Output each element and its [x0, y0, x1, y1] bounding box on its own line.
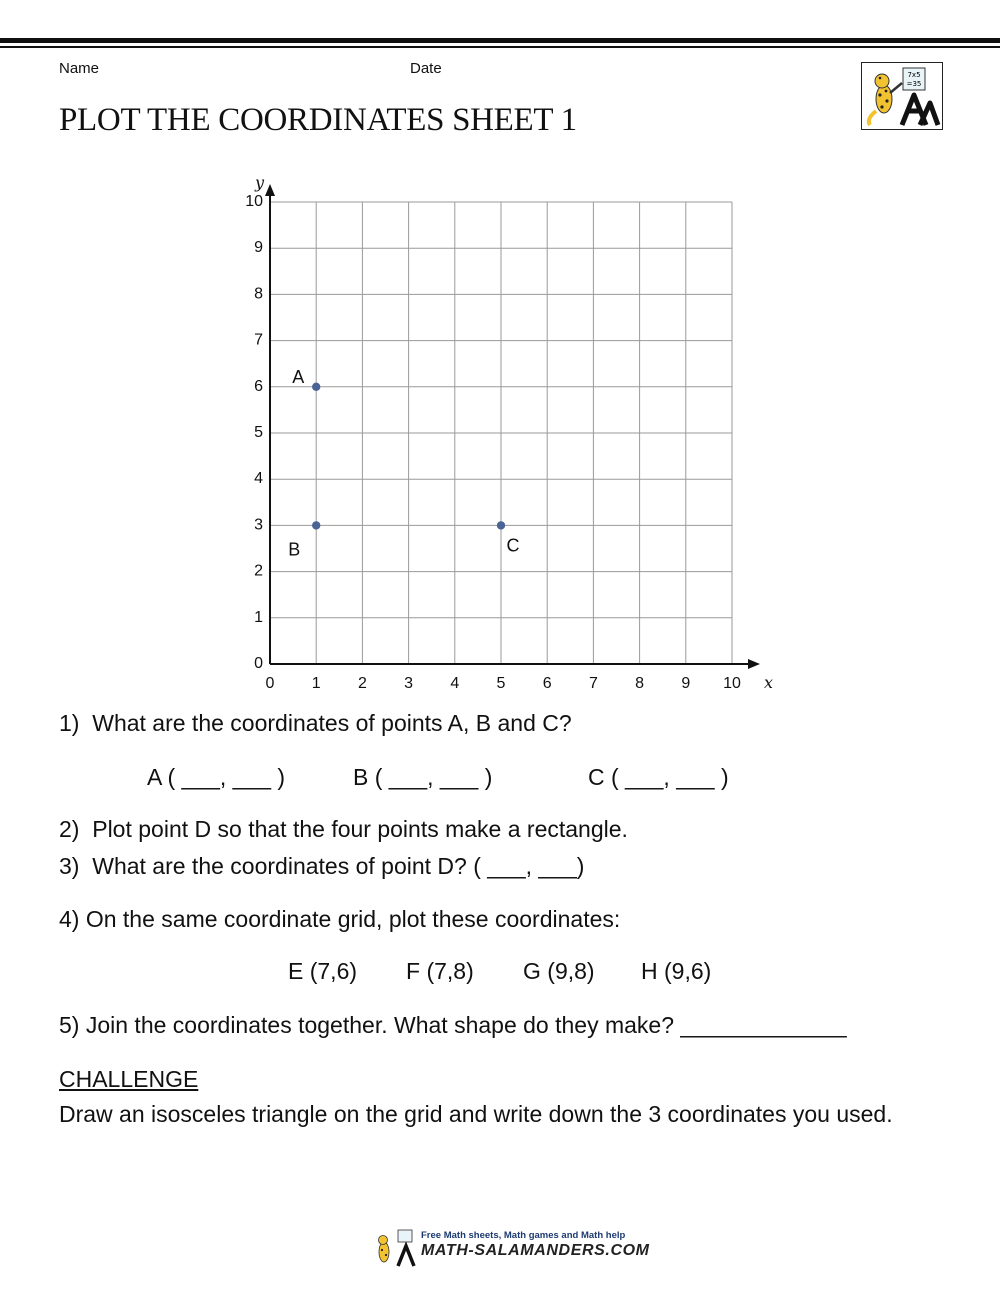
x-tick-label: 6: [542, 675, 552, 692]
answer-b: B ( ___, ___ ): [353, 764, 493, 790]
footer-salamander-icon: [372, 1228, 420, 1268]
y-tick-label: 5: [254, 424, 263, 441]
name-label: Name: [59, 60, 100, 77]
y-tick-label: 1: [254, 608, 263, 626]
question-5: 5) Join the coordinates together. What shape do they make? _____________: [59, 1012, 847, 1038]
footer-brand: MATH-SALAMANDERS.COM: [421, 1242, 650, 1259]
x-tick-label: 8: [635, 675, 645, 692]
footer-tagline: Free Math sheets, Math games and Math help: [421, 1230, 626, 1241]
plotted-points: [288, 367, 519, 560]
y-tick-label: 4: [254, 470, 263, 488]
coord-e: E (7,6): [288, 958, 358, 984]
point-label-a: A: [292, 366, 305, 387]
y-axis-label: y: [255, 173, 265, 192]
x-tick-label: 4: [450, 675, 460, 692]
coordinate-grid: [230, 170, 790, 700]
salamander-logo: [861, 62, 943, 130]
y-tick-label: 7: [254, 331, 263, 349]
tick-labels: [245, 193, 741, 692]
date-label: Date: [410, 60, 442, 77]
y-tick-label: 3: [254, 516, 263, 534]
logo-sign-line2: =35: [906, 80, 922, 88]
logo-sign-line1: 7x5: [907, 71, 921, 79]
point-b: [312, 521, 320, 529]
x-tick-label: 5: [496, 675, 506, 692]
page-title: PLOT THE COORDINATES SHEET 1: [59, 102, 577, 138]
question-4: 4) On the same coordinate grid, plot these coordinates:: [59, 906, 621, 932]
y-tick-label: 8: [254, 285, 263, 303]
point-a: [312, 383, 320, 391]
y-tick-label: 6: [254, 377, 263, 395]
grid-lines: [270, 202, 732, 664]
x-tick-label: 9: [681, 675, 691, 692]
answer-a: A ( ___, ___ ): [147, 764, 286, 790]
top-rule-thin: [0, 46, 1000, 48]
y-tick-label: 0: [254, 655, 263, 672]
y-axis-arrow: [265, 184, 275, 196]
question-3: 3) What are the coordinates of point D? ( ___, ___): [59, 853, 585, 879]
coord-h: H (9,6): [641, 958, 712, 984]
y-tick-label: 10: [245, 193, 263, 210]
x-axis-label: x: [764, 673, 774, 692]
point-label-c: C: [506, 535, 520, 556]
question-1: 1) What are the coordinates of points A, B and C?: [59, 710, 572, 736]
answer-c: C ( ___, ___ ): [588, 764, 729, 790]
y-tick-label: 9: [254, 239, 263, 257]
challenge-text: Draw an isosceles triangle on the grid and write down the 3 coordinates you used.: [59, 1101, 893, 1127]
x-tick-label: 1: [311, 675, 321, 692]
coord-f: F (7,8): [406, 958, 474, 984]
question-2: 2) Plot point D so that the four points make a rectangle.: [59, 816, 628, 842]
footer-logo: [372, 1228, 650, 1268]
point-c: [497, 521, 505, 529]
x-tick-label: 2: [357, 675, 367, 692]
x-tick-label: 7: [588, 675, 598, 692]
x-tick-label: 3: [404, 675, 414, 692]
coord-g: G (9,8): [523, 958, 595, 984]
point-label-b: B: [288, 539, 301, 560]
challenge-heading: CHALLENGE: [59, 1066, 199, 1092]
top-rule-thick: [0, 38, 1000, 43]
x-tick-label: 0: [265, 675, 275, 692]
x-axis-arrow: [748, 659, 760, 669]
y-tick-label: 2: [254, 562, 263, 580]
x-tick-label: 10: [723, 675, 741, 692]
